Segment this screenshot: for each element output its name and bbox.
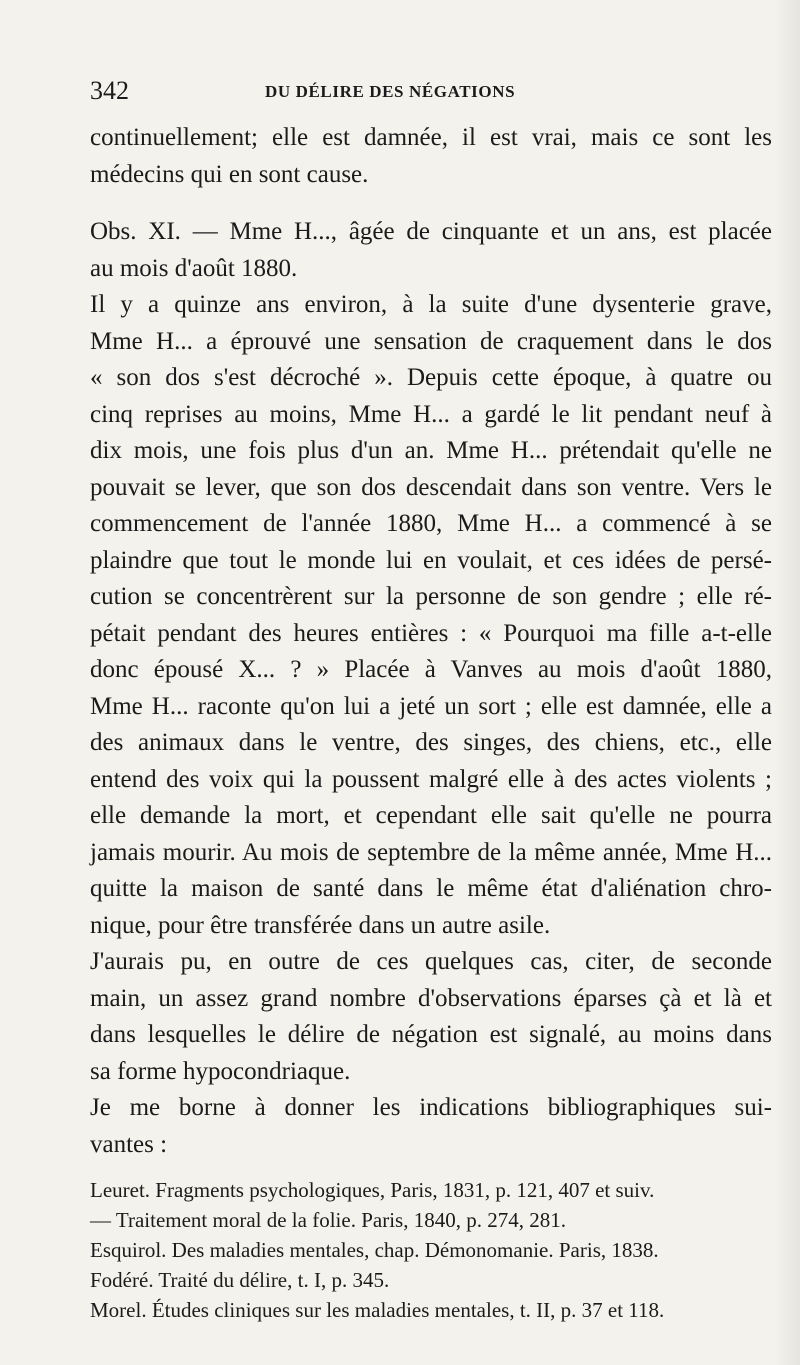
reference-item: Fodéré. Traité du délire, t. I, p. 345. [90, 1268, 390, 1292]
text-line: vantes : [90, 1130, 168, 1158]
text-line: quitte la maison de santé dans le même état d'aliénation chro- [90, 875, 772, 902]
text-line: sa forme hypocondriaque. [90, 1057, 351, 1085]
text-line: donc épousé X... ? » Placée à Vanves au mois d'août 1880, [90, 656, 772, 683]
text-line: des animaux dans le ventre, des singes, des chiens, etc., elle [90, 729, 772, 756]
text-line: jamais mourir. Au mois de septembre de la même année, Mme H... [90, 838, 772, 866]
text-line: pétait pendant des heures entières : « Pourquoi ma fille a-t-elle [90, 619, 772, 647]
text-line: dans lesquelles le délire de négation est signalé, au moins dans [90, 1021, 772, 1048]
text-line: au mois d'août 1880. [90, 254, 298, 282]
reference-item: Morel. Études cliniques sur les maladies mentales, t. II, p. 37 et 118. [90, 1298, 665, 1322]
text-line: Il y a quinze ans environ, à la suite d'une dysenterie grave, [90, 291, 772, 318]
text-line: cution se concentrèrent sur la personne de son gendre ; elle ré- [90, 583, 772, 610]
page-number: 342 [90, 76, 129, 105]
reference-item: Esquirol. Des maladies mentales, chap. Démonomanie. Paris, 1838. [90, 1238, 659, 1262]
text-line: elle demande la mort, et cependant elle sait qu'elle ne pourra [90, 802, 772, 829]
page-header [90, 76, 680, 106]
text-line: commencement de l'année 1880, Mme H... a commencé à se [90, 510, 772, 537]
page-edge-shadow [774, 0, 800, 1365]
text-line: pouvait se lever, que son dos descendait dans son ventre. Vers le [90, 473, 772, 501]
text-line: dix mois, une fois plus d'un an. Mme H... prétendait qu'elle ne [90, 437, 772, 464]
text-line: entend des voix qui la poussent malgré elle à des actes violents ; [90, 765, 772, 793]
text-line: J'aurais pu, en outre de ces quelques cas, citer, de seconde [90, 948, 772, 975]
text-line: nique, pour être transférée dans un autre asile. [90, 911, 551, 939]
text-line: cinq reprises au moins, Mme H... a gardé le lit pendant neuf à [90, 400, 772, 428]
text-line: « son dos s'est décroché ». Depuis cette époque, à quatre ou [90, 364, 772, 391]
reference-item: — Traitement moral de la folie. Paris, 1840, p. 274, 281. [90, 1208, 566, 1232]
text-line: Mme H... raconte qu'on lui a jeté un sort ; elle est damnée, elle a [90, 692, 772, 720]
text-line: main, un assez grand nombre d'observations éparses çà et là et [90, 984, 772, 1012]
text-line: Je me borne à donner les indications bibliographiques sui- [90, 1094, 772, 1121]
bibliography-list [90, 1175, 780, 1325]
observation-heading-line: Obs. XI. — Mme H..., âgée de cinquante et un ans, est placée [90, 218, 772, 245]
text-line: Mme H... a éprouvé une sensation de craquement dans le dos [90, 327, 772, 355]
reference-item: Leuret. Fragments psychologiques, Paris, 1831, p. 121, 407 et suiv. [90, 1178, 655, 1202]
text-line: médecins qui en sont cause. [90, 160, 369, 188]
text-line: continuellement; elle est damnée, il est vrai, mais ce sont les [90, 124, 772, 151]
running-head: DU DÉLIRE DES NÉGATIONS [265, 82, 516, 101]
text-line: plaindre que tout le monde lui en voulait, et ces idées de persé- [90, 546, 772, 574]
body-text [90, 120, 772, 1163]
